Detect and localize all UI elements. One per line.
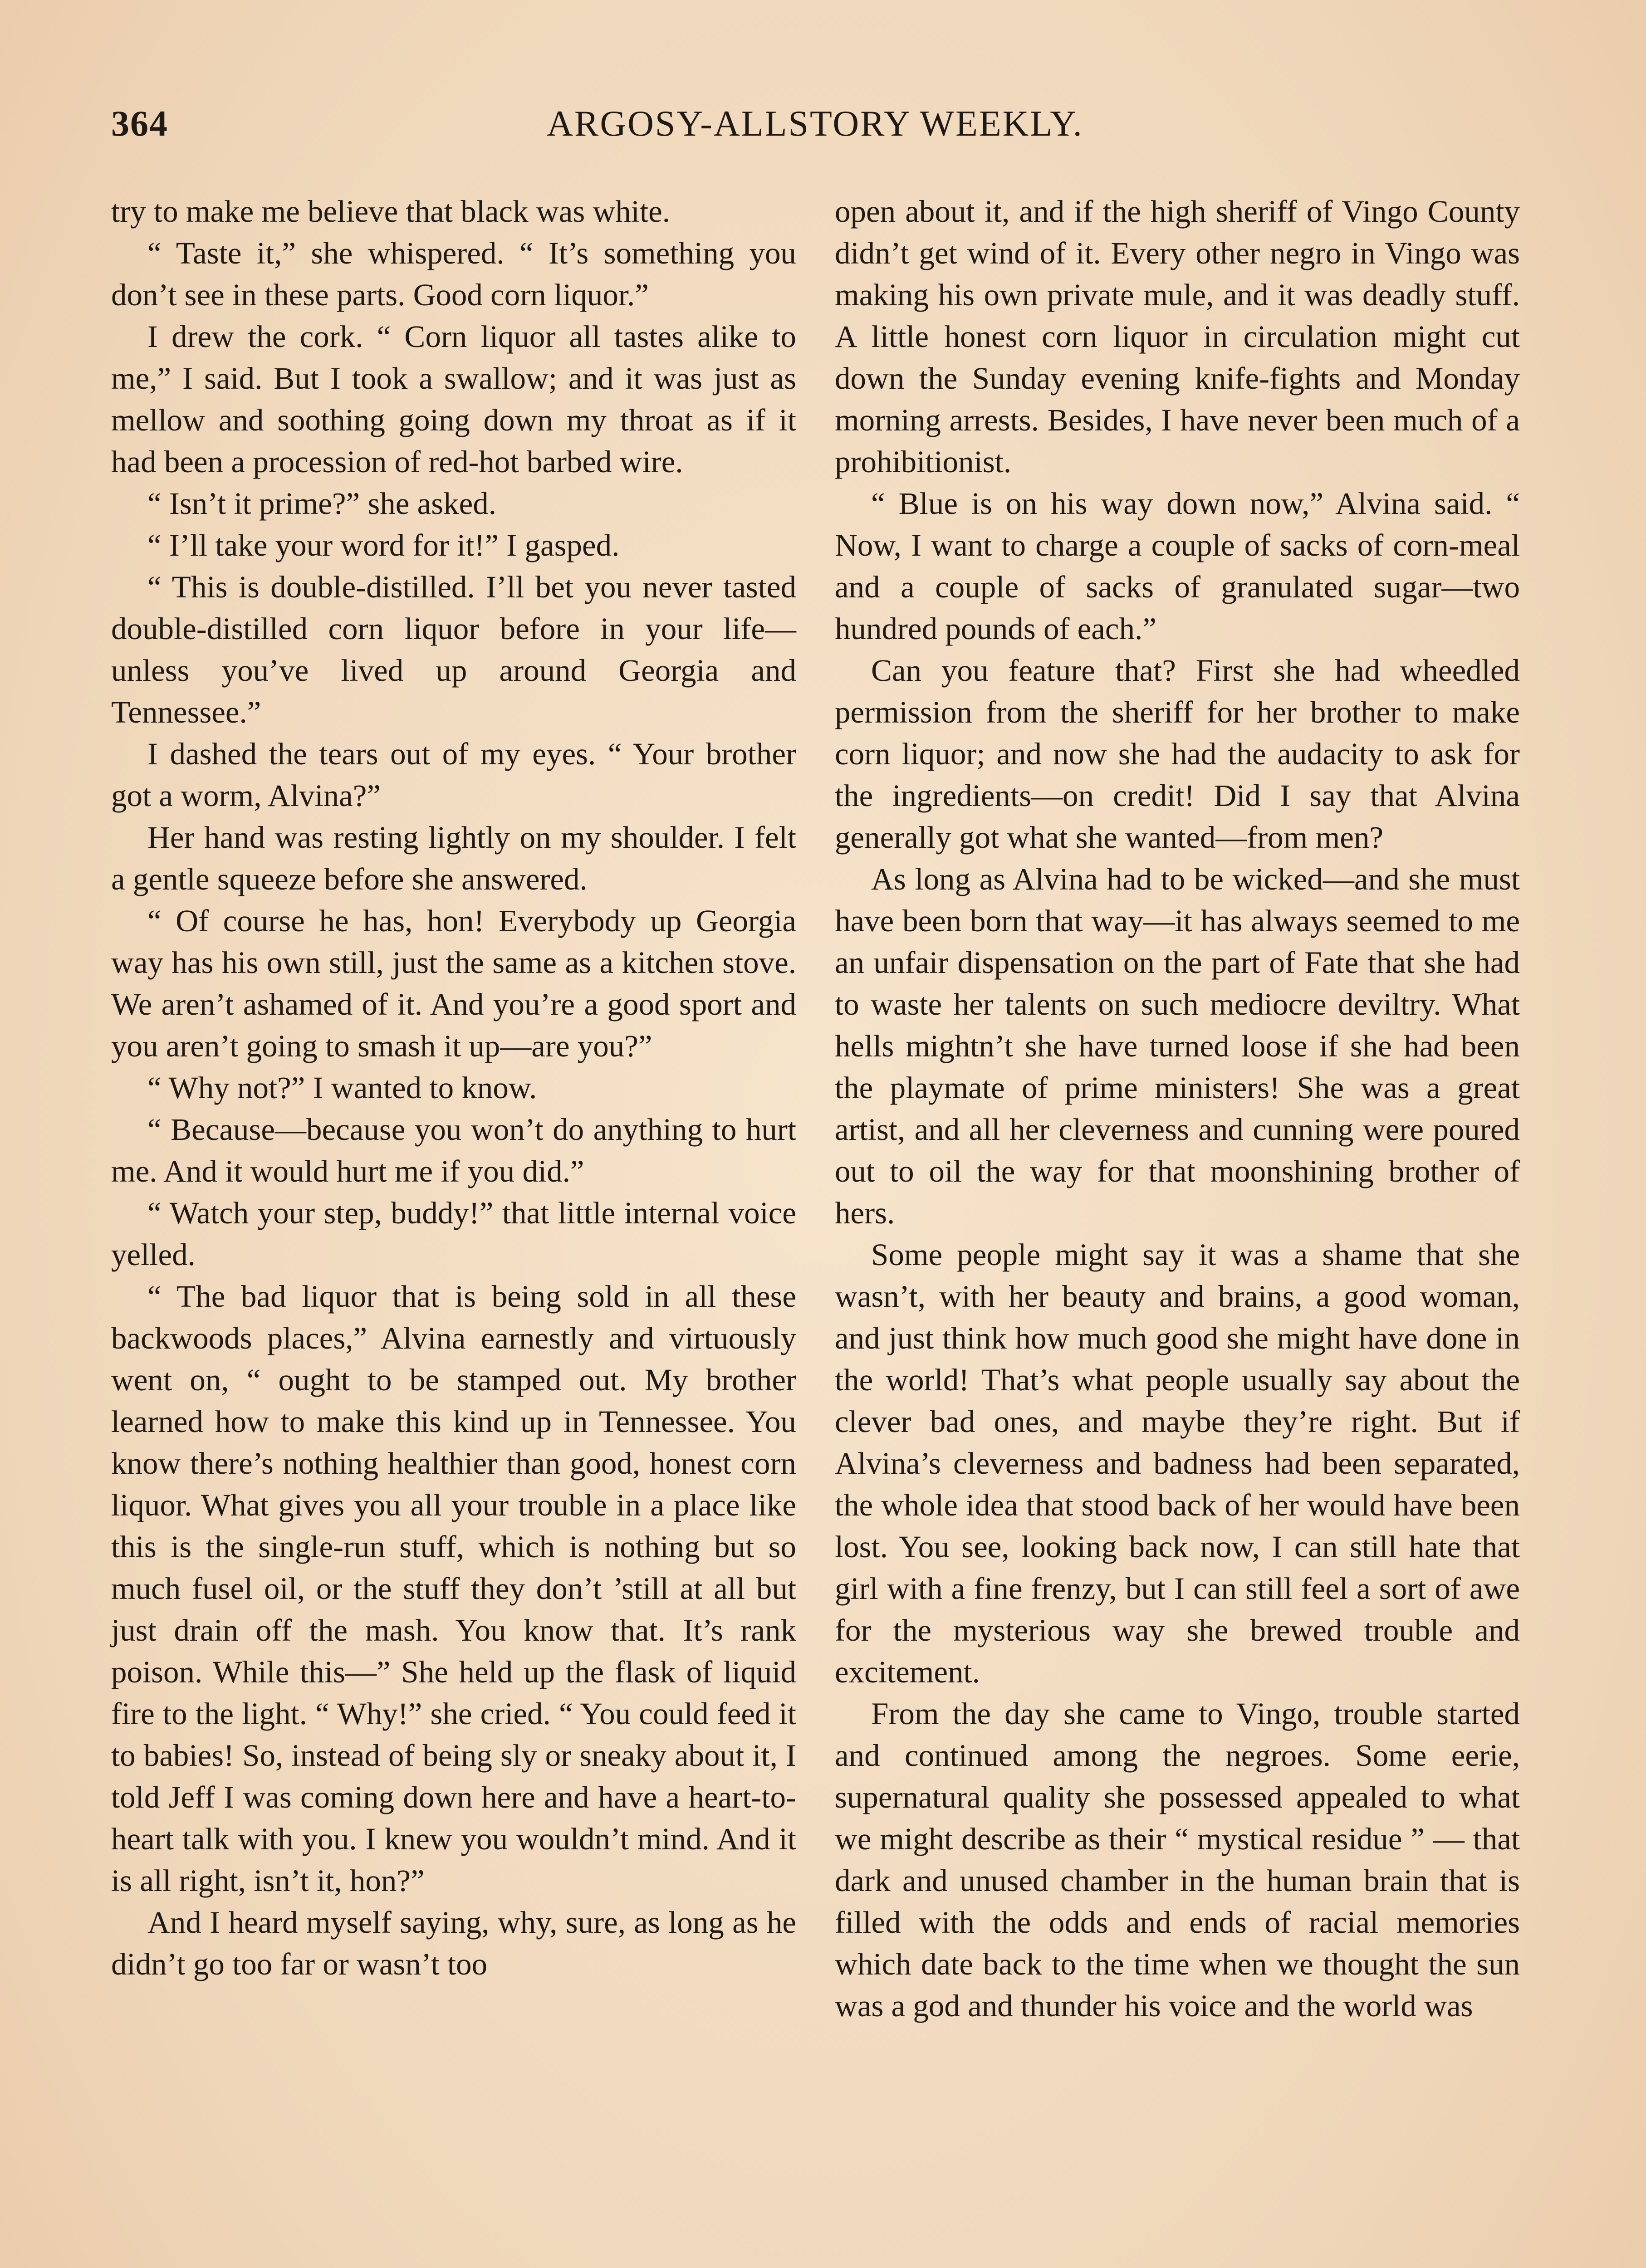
paragraph: “ Watch your step, buddy!” that little internal voice yelled. bbox=[111, 1196, 796, 1272]
paragraph: “ Isn’t it prime?” she asked. bbox=[147, 486, 496, 521]
paragraph: Her hand was resting lightly on my shoulder. I felt a gentle squeeze before she answered. bbox=[111, 820, 796, 896]
page-number: 364 bbox=[111, 104, 168, 144]
paragraph: As long as Alvina had to be wicked—and she must have been born that way—it has always seemed to me an unfair dispensation on the part of Fate that she had to waste her talents on such mediocre deviltry. What hells mightn’t she have turned loose if she had been the playmate of prime ministers! She was a great artist, and all her cleverness and cunning were poured out to oil the way for that moonshining brother of hers. bbox=[835, 862, 1520, 1230]
paragraph: I drew the cork. “ Corn liquor all tastes alike to me,” I said. But I took a swallow; and it was just as mellow and soothing going down my throat as if it had been a procession of red-hot barbed wire. bbox=[111, 319, 796, 479]
paragraph: “ This is double-distilled. I’ll bet you never tasted double-distilled corn liquor before in your life—unless you’ve lived up around Georgia and Tennessee.” bbox=[111, 570, 796, 729]
page-header bbox=[111, 103, 1519, 158]
paragraph: I dashed the tears out of my eyes. “ Your brother got a worm, Alvina?” bbox=[111, 737, 796, 813]
running-title: ARGOSY-ALLSTORY WEEKLY. bbox=[547, 104, 1083, 144]
paragraph: From the day she came to Vingo, trouble started and continued among the negroes. Some eerie, supernatural quality she possessed appealed to what we might describe as their “ mystical residue ” — that dark and unused chamber in the human brain that is filled with the odds and ends of racial memories which date back to the time when we thought the sun was a god and thunder his voice and the world was bbox=[835, 1696, 1520, 2023]
paragraph: “ I’ll take your word for it!” I gasped. bbox=[147, 528, 620, 562]
right-text-column bbox=[835, 191, 1520, 2027]
paragraph: “ The bad liquor that is being sold in all these backwoods places,” Alvina earnestly and virtuously went on, “ ought to be stamped out. My brother learned how to make this kind up in Tennessee. You know there’s nothing healthier than good, honest corn liquor. What gives you all your trouble in a place like this is the single-run stuff, which is nothing but so much fusel oil, or the stuff they don’t ’still at all but just drain off the mash. You know that. It’s rank poison. While this—” She held up the flask of liquid fire to the light. “ Why!” she cried. “ You could feed it to babies! So, instead of being sly or sneaky about it, I told Jeff I was coming down here and have a heart-to-heart talk with you. I knew you wouldn’t mind. And it is all right, isn’t it, hon?” bbox=[111, 1279, 796, 1898]
paragraph: Some people might say it was a shame that she wasn’t, with her beauty and brains, a good woman, and just think how much good she might have done in the world! That’s what people usually say about the clever bad ones, and maybe they’re right. But if Alvina’s cleverness and badness had been separated, the whole idea that stood back of her would have been lost. You see, looking back now, I can still hate that girl with a fine frenzy, but I can still feel a sort of awe for the mysterious way she brewed trouble and excitement. bbox=[835, 1237, 1520, 1689]
paragraph: open about it, and if the high sheriff of Vingo County didn’t get wind of it. Every other negro in Vingo was making his own private mule, and it was deadly stuff. A little honest corn liquor in circulation might cut down the Sunday evening knife-fights and Monday morning arrests. Besides, I have never been much of a prohibitionist. bbox=[835, 194, 1520, 479]
paragraph: “ Blue is on his way down now,” Alvina said. “ Now, I want to charge a couple of sacks of corn-meal and a couple of sacks of granulated sugar—two hundred pounds of each.” bbox=[835, 486, 1520, 646]
paragraph: “ Because—because you won’t do anything to hurt me. And it would hurt me if you did.” bbox=[111, 1112, 796, 1188]
paragraph: “ Why not?” I wanted to know. bbox=[147, 1070, 537, 1105]
paragraph: try to make me believe that black was white. bbox=[111, 194, 670, 229]
paragraph: “ Taste it,” she whispered. “ It’s something you don’t see in these parts. Good corn liquor.” bbox=[111, 236, 796, 312]
left-text-column bbox=[111, 191, 796, 1985]
paragraph: “ Of course he has, hon! Everybody up Georgia way has his own still, just the same as a kitchen stove. We aren’t ashamed of it. And you’re a good sport and you aren’t going to smash it up—are you?” bbox=[111, 904, 796, 1063]
paragraph: And I heard myself saying, why, sure, as long as he didn’t go too far or wasn’t too bbox=[111, 1905, 796, 1981]
paragraph: Can you feature that? First she had wheedled permission from the sheriff for her brother to make corn liquor; and now she had the audacity to ask for the ingredients—on credit! Did I say that Alvina generally got what she wanted—from men? bbox=[835, 653, 1520, 855]
